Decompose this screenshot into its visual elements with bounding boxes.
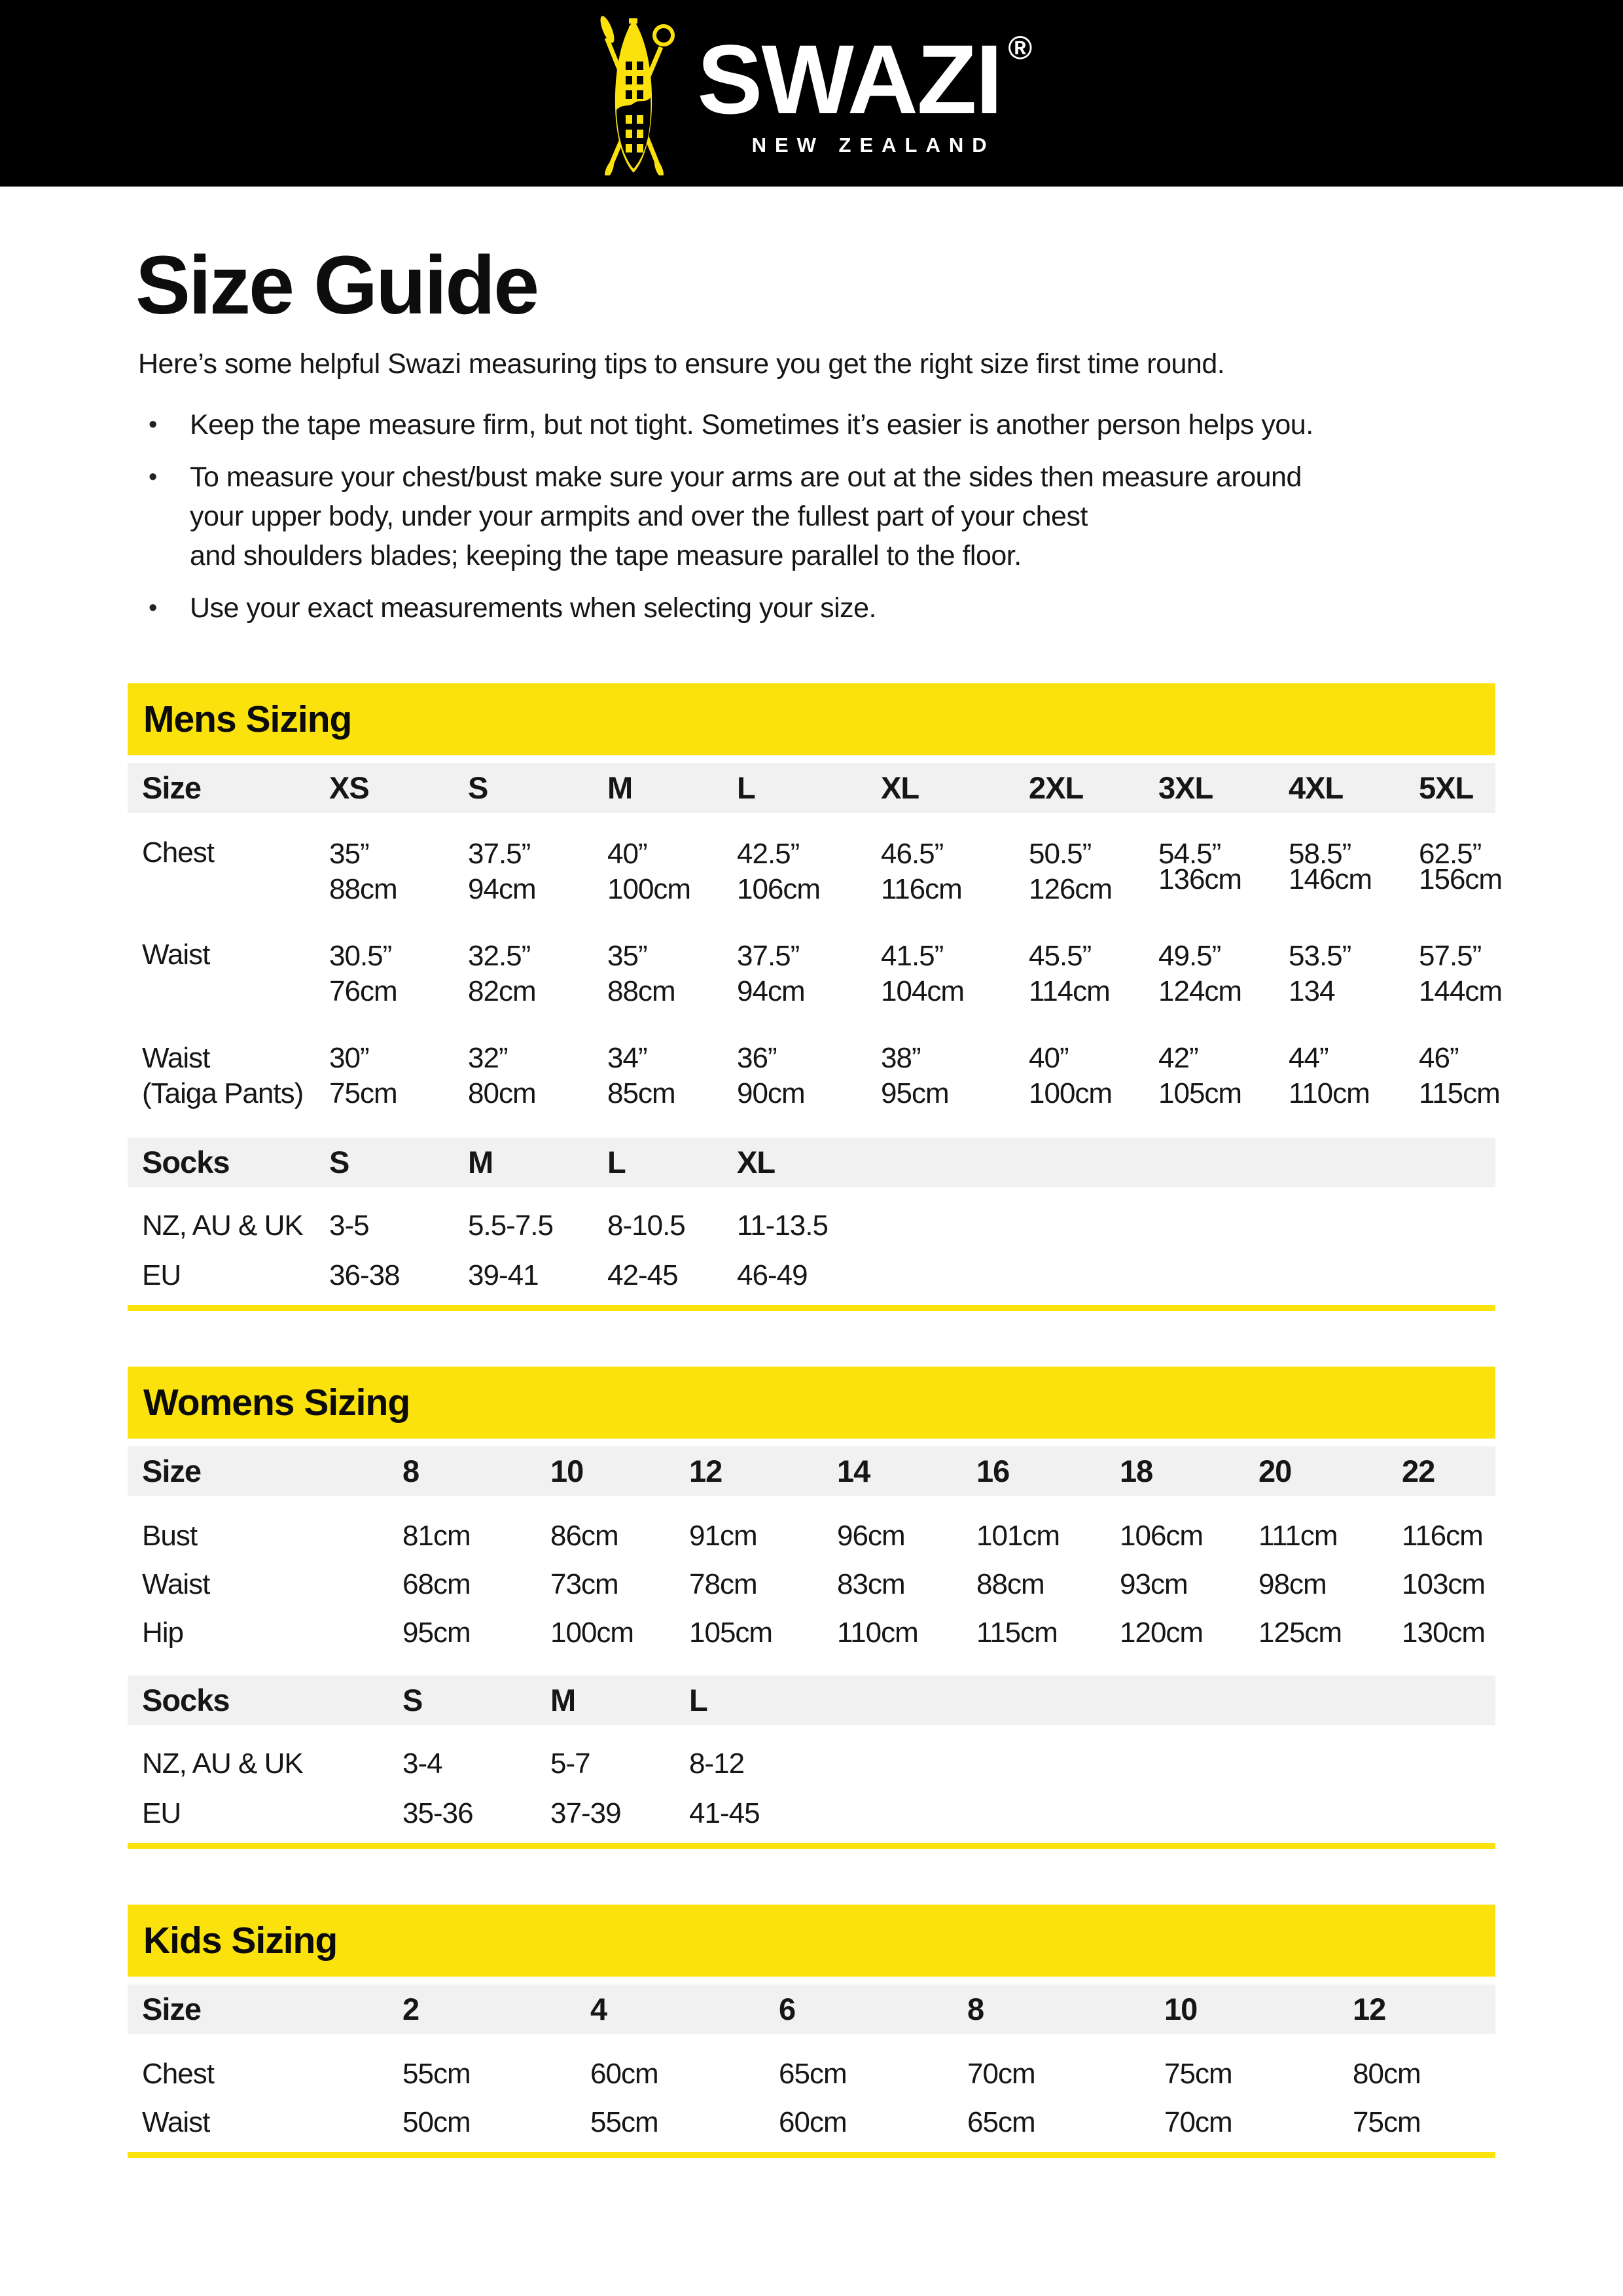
value-cell: 125cm: [1258, 1616, 1342, 1649]
value-cell: 75cm: [1353, 2106, 1421, 2138]
table-row: [128, 1210, 1495, 1242]
value-cell: 8-12: [689, 1747, 745, 1780]
size-column-header: M: [607, 770, 633, 806]
size-column-header: 16: [976, 1454, 1010, 1489]
inches-value: 57.5”: [1419, 939, 1482, 972]
row-label: Waist: [142, 1568, 210, 1600]
value-cell: [1402, 1748, 1495, 1780]
inches-value: 30.5”: [329, 939, 392, 972]
socks-table-body: [128, 1210, 1495, 1292]
size-column-header: 12: [689, 1454, 722, 1489]
size-column-header: 6: [779, 1992, 796, 2027]
value-cell: 93cm: [1120, 1568, 1188, 1600]
measuring-tips-list: [128, 405, 1495, 628]
value-cell: [1158, 1210, 1289, 1242]
value-cell: [1158, 939, 1289, 1009]
value-cell: 86cm: [550, 1519, 618, 1552]
inches-value: 41.5”: [881, 939, 944, 972]
tip-item: [128, 457, 1495, 575]
value-cell: 106cm: [1120, 1519, 1204, 1552]
inches-value: 32”: [468, 1041, 508, 1074]
registered-trademark-icon: ®: [1008, 29, 1032, 66]
size-column-header: 18: [1120, 1454, 1153, 1489]
value-cell: 103cm: [1402, 1568, 1486, 1600]
size-column-header: 4XL: [1289, 770, 1344, 806]
value-cell: 80cm: [1353, 2057, 1421, 2090]
table-row: [128, 1259, 1495, 1292]
size-column-header: 5XL: [1419, 770, 1474, 806]
value-cell: 50cm: [402, 2106, 471, 2138]
inches-value: 46.5”: [881, 837, 944, 870]
cm-value: 146cm: [1289, 863, 1372, 895]
cm-value: 124cm: [1158, 975, 1242, 1007]
column-header-label: Socks: [142, 1145, 230, 1180]
size-column-header: 4: [590, 1992, 607, 2027]
inches-value: 36”: [737, 1041, 777, 1074]
value-cell: 5.5-7.5: [468, 1209, 553, 1242]
size-column-header: XS: [329, 770, 369, 806]
size-column-header: XL: [881, 770, 919, 806]
yellow-divider: [128, 1843, 1495, 1849]
size-column-header: 22: [1402, 1454, 1435, 1489]
value-cell: 105cm: [689, 1616, 773, 1649]
intro-text: Here’s some helpful Swazi measuring tips to ensure you get the right size first time round.: [138, 348, 1225, 380]
kids-section-title-bar: [128, 1905, 1495, 1977]
row-label: Waist: [142, 2106, 210, 2138]
value-cell: [468, 1041, 607, 1111]
value-cell: 3-5: [329, 1209, 369, 1242]
womens-sizing-section: [128, 1367, 1495, 1849]
cm-value: 116cm: [881, 872, 962, 905]
table-row: [128, 1797, 1495, 1830]
value-cell: [1120, 1797, 1258, 1830]
row-label: Chest: [142, 2057, 214, 2090]
main-table-body: [128, 2058, 1495, 2139]
value-cell: [881, 1259, 1029, 1292]
value-cell: 36-38: [329, 1259, 400, 1291]
main-table-body: [128, 1520, 1495, 1649]
value-cell: 130cm: [1402, 1616, 1486, 1649]
inches-value: 34”: [607, 1041, 647, 1074]
value-cell: [1258, 1748, 1402, 1780]
cm-value: 110cm: [1289, 1077, 1370, 1109]
row-label: Waist: [142, 938, 210, 971]
value-cell: 96cm: [837, 1519, 905, 1552]
value-cell: 73cm: [550, 1568, 618, 1600]
value-cell: [329, 836, 468, 907]
cm-value: 90cm: [737, 1077, 805, 1109]
size-column-header: 2XL: [1029, 770, 1084, 806]
kids-sizing-section: [128, 1905, 1495, 2158]
value-cell: 116cm: [1402, 1519, 1483, 1552]
size-column-header: L: [607, 1145, 626, 1180]
value-cell: 83cm: [837, 1568, 905, 1600]
swazi-logo: [591, 12, 1031, 175]
value-cell: 35-36: [402, 1797, 473, 1829]
table-row: [128, 1748, 1495, 1780]
value-cell: [1258, 1797, 1402, 1830]
socks-header-row: [128, 1138, 1495, 1187]
value-cell: 39-41: [468, 1259, 539, 1291]
value-cell: 100cm: [550, 1616, 634, 1649]
mens-section-title-bar: [128, 683, 1495, 755]
inches-value: 38”: [881, 1041, 921, 1074]
size-column-header: 10: [550, 1454, 584, 1489]
cm-value: 80cm: [468, 1077, 536, 1109]
value-cell: [737, 1041, 881, 1111]
value-cell: 110cm: [837, 1616, 918, 1649]
cm-value: 82cm: [468, 975, 536, 1007]
column-header-label: Socks: [142, 1683, 230, 1718]
value-cell: 60cm: [590, 2057, 658, 2090]
page-title: Size Guide: [135, 239, 538, 331]
inches-value: 50.5”: [1029, 837, 1092, 870]
value-cell: 120cm: [1120, 1616, 1204, 1649]
table-row: [128, 1617, 1495, 1649]
size-column-header: 3XL: [1158, 770, 1213, 806]
value-cell: [1289, 1041, 1419, 1111]
inches-value: 30”: [329, 1041, 369, 1074]
value-cell: [837, 1797, 976, 1830]
cm-value: 105cm: [1158, 1077, 1242, 1109]
value-cell: [1029, 1210, 1158, 1242]
value-cell: 78cm: [689, 1568, 757, 1600]
value-cell: 3-4: [402, 1747, 442, 1780]
cm-value: 94cm: [468, 872, 536, 905]
value-cell: [1029, 836, 1158, 907]
value-cell: [881, 1210, 1029, 1242]
cm-value: 104cm: [881, 975, 965, 1007]
value-cell: [1419, 1041, 1500, 1111]
cm-value: 115cm: [1419, 1077, 1500, 1109]
value-cell: 37-39: [550, 1797, 621, 1829]
section-title: Mens Sizing: [143, 698, 352, 740]
cm-value: 95cm: [881, 1077, 949, 1109]
cm-value: 75cm: [329, 1077, 397, 1109]
value-cell: 70cm: [1164, 2106, 1232, 2138]
value-cell: [837, 1748, 976, 1780]
table-row: [128, 1041, 1500, 1111]
cm-value: 106cm: [737, 872, 821, 905]
value-cell: 101cm: [976, 1519, 1060, 1552]
cm-value: 156cm: [1419, 863, 1503, 895]
value-cell: 115cm: [976, 1616, 1058, 1649]
swazi-shield-icon: [591, 12, 677, 175]
size-column-header: 8: [967, 1992, 984, 2027]
row-sublabel-line: (Taiga Pants): [142, 1077, 304, 1109]
cm-value: 126cm: [1029, 872, 1113, 905]
value-cell: 42-45: [607, 1259, 678, 1291]
section-title: Womens Sizing: [143, 1381, 410, 1424]
value-cell: [1029, 1041, 1158, 1111]
inches-value: 37.5”: [737, 939, 800, 972]
row-label: Chest: [142, 836, 214, 869]
value-cell: 75cm: [1164, 2057, 1232, 2090]
value-cell: [1289, 836, 1419, 907]
inches-value: 32.5”: [468, 939, 531, 972]
value-cell: [607, 836, 737, 907]
inches-value: 53.5”: [1289, 939, 1351, 972]
row-label: EU: [142, 1259, 181, 1291]
value-cell: [607, 939, 737, 1009]
value-cell: [468, 836, 607, 907]
value-cell: [329, 1041, 468, 1111]
cm-value: 114cm: [1029, 975, 1110, 1007]
yellow-divider: [128, 2152, 1495, 2158]
value-cell: [976, 1748, 1120, 1780]
brand-country: NEW ZEALAND: [751, 133, 995, 156]
table-row: [128, 1520, 1495, 1552]
row-label: NZ, AU & UK: [142, 1747, 303, 1780]
size-column-header: 12: [1353, 1992, 1386, 2027]
size-column-header: 10: [1164, 1992, 1198, 2027]
row-label: EU: [142, 1797, 181, 1829]
value-cell: [329, 939, 468, 1009]
size-column-header: 8: [402, 1454, 419, 1489]
size-column-header: L: [737, 770, 755, 806]
brand-wordmark-block: [697, 24, 1032, 157]
value-cell: 111cm: [1258, 1519, 1338, 1552]
value-cell: 88cm: [976, 1568, 1044, 1600]
inches-value: 35”: [607, 939, 647, 972]
value-cell: [1120, 1748, 1258, 1780]
size-column-header: S: [468, 770, 488, 806]
size-column-header: XL: [737, 1145, 776, 1180]
value-cell: 70cm: [967, 2057, 1035, 2090]
mens-sizing-section: [128, 683, 1503, 1311]
value-cell: [881, 1041, 1029, 1111]
size-guide-page: [128, 239, 1503, 2158]
value-cell: 65cm: [967, 2106, 1035, 2138]
value-cell: [1419, 1210, 1495, 1242]
brand-wordmark: SWAZI: [697, 24, 1002, 134]
table-row: [128, 938, 1503, 1009]
size-column-header: 14: [837, 1454, 870, 1489]
value-cell: [1419, 836, 1503, 907]
value-cell: 5-7: [550, 1747, 590, 1780]
row-label: Hip: [142, 1616, 184, 1649]
row-label: NZ, AU & UK: [142, 1209, 303, 1242]
inches-value: 45.5”: [1029, 939, 1092, 972]
cm-value: 100cm: [1029, 1077, 1113, 1109]
value-cell: [1289, 1210, 1419, 1242]
table-row: [128, 2106, 1495, 2139]
value-cell: [607, 1041, 737, 1111]
tip-item: [128, 405, 1495, 444]
value-cell: [1029, 939, 1158, 1009]
value-cell: 41-45: [689, 1797, 760, 1829]
inches-value: 49.5”: [1158, 939, 1221, 972]
size-column-header: M: [468, 1145, 493, 1180]
value-cell: 55cm: [402, 2057, 471, 2090]
cm-value: 88cm: [607, 975, 675, 1007]
inches-value: 40”: [1029, 1041, 1069, 1074]
main-header-row: [128, 1984, 1495, 2034]
cm-value: 100cm: [607, 872, 691, 905]
value-cell: [1158, 1041, 1289, 1111]
inches-value: 42”: [1158, 1041, 1198, 1074]
inches-value: 40”: [607, 837, 647, 870]
value-cell: 91cm: [689, 1519, 757, 1552]
tip-text: and shoulders blades; keeping the tape measure parallel to the floor.: [190, 539, 1022, 571]
size-column-header: M: [550, 1683, 576, 1718]
value-cell: 98cm: [1258, 1568, 1327, 1600]
value-cell: [737, 939, 881, 1009]
yellow-divider: [128, 1305, 1495, 1311]
value-cell: 60cm: [779, 2106, 847, 2138]
inches-value: 44”: [1289, 1041, 1329, 1074]
main-table-body: [128, 836, 1503, 1111]
tip-text: Keep the tape measure firm, but not tight. Sometimes it’s easier is another person helps you.: [190, 408, 1313, 440]
inches-value: 62.5”: [1419, 837, 1482, 870]
value-cell: 81cm: [402, 1519, 471, 1552]
value-cell: [1419, 1259, 1495, 1292]
socks-header-row: [128, 1676, 1495, 1725]
size-column-header: 2: [402, 1992, 419, 2027]
inches-value: 42.5”: [737, 837, 800, 870]
table-row: [128, 1568, 1495, 1601]
value-cell: [1289, 939, 1419, 1009]
cm-value: 85cm: [607, 1077, 675, 1109]
main-header-row: [128, 763, 1495, 813]
column-header-label: Size: [142, 1992, 202, 2027]
row-label-line: Waist: [142, 1041, 210, 1074]
value-cell: [468, 939, 607, 1009]
inches-value: 46”: [1419, 1041, 1459, 1074]
inches-value: 54.5”: [1158, 837, 1221, 870]
value-cell: 8-10.5: [607, 1209, 685, 1242]
inches-value: 37.5”: [468, 837, 531, 870]
value-cell: [881, 939, 1029, 1009]
inches-value: 35”: [329, 837, 369, 870]
value-cell: [1402, 1797, 1495, 1830]
cm-value: 76cm: [329, 975, 397, 1007]
womens-section-title-bar: [128, 1367, 1495, 1439]
cm-value: 136cm: [1158, 863, 1242, 895]
value-cell: [976, 1797, 1120, 1830]
value-cell: [1029, 1259, 1158, 1292]
column-header-label: Size: [142, 770, 202, 806]
value-cell: 65cm: [779, 2057, 847, 2090]
value-cell: 95cm: [402, 1616, 471, 1649]
size-column-header: S: [329, 1145, 349, 1180]
value-cell: [1419, 939, 1503, 1009]
value-cell: [1158, 836, 1289, 907]
table-row: [128, 836, 1503, 907]
section-title: Kids Sizing: [143, 1919, 338, 1962]
value-cell: [1158, 1259, 1289, 1292]
tip-text: your upper body, under your armpits and over the fullest part of your chest: [190, 500, 1088, 532]
value-cell: [881, 836, 1029, 907]
value-cell: 55cm: [590, 2106, 658, 2138]
row-label: Bust: [142, 1519, 198, 1552]
tip-text: Use your exact measurements when selecting your size.: [190, 592, 876, 624]
table-row: [128, 2058, 1495, 2090]
value-cell: 68cm: [402, 1568, 471, 1600]
value-cell: [737, 836, 881, 907]
value-cell: 46-49: [737, 1259, 808, 1291]
inches-value: 58.5”: [1289, 837, 1351, 870]
cm-value: 144cm: [1419, 975, 1503, 1007]
cm-value: 134: [1289, 975, 1335, 1007]
size-column-header: L: [689, 1683, 707, 1718]
socks-table-body: [128, 1748, 1495, 1830]
brand-header: [0, 0, 1623, 187]
cm-value: 94cm: [737, 975, 805, 1007]
column-header-label: Size: [142, 1454, 202, 1489]
row-label: [128, 1041, 329, 1111]
value-cell: [1289, 1259, 1419, 1292]
cm-value: 88cm: [329, 872, 397, 905]
size-column-header: S: [402, 1683, 423, 1718]
tip-item: [128, 588, 1495, 628]
value-cell: 11-13.5: [737, 1209, 828, 1242]
main-header-row: [128, 1446, 1495, 1496]
tip-text: To measure your chest/bust make sure your arms are out at the sides then measure around: [190, 461, 1302, 493]
size-column-header: 20: [1258, 1454, 1292, 1489]
